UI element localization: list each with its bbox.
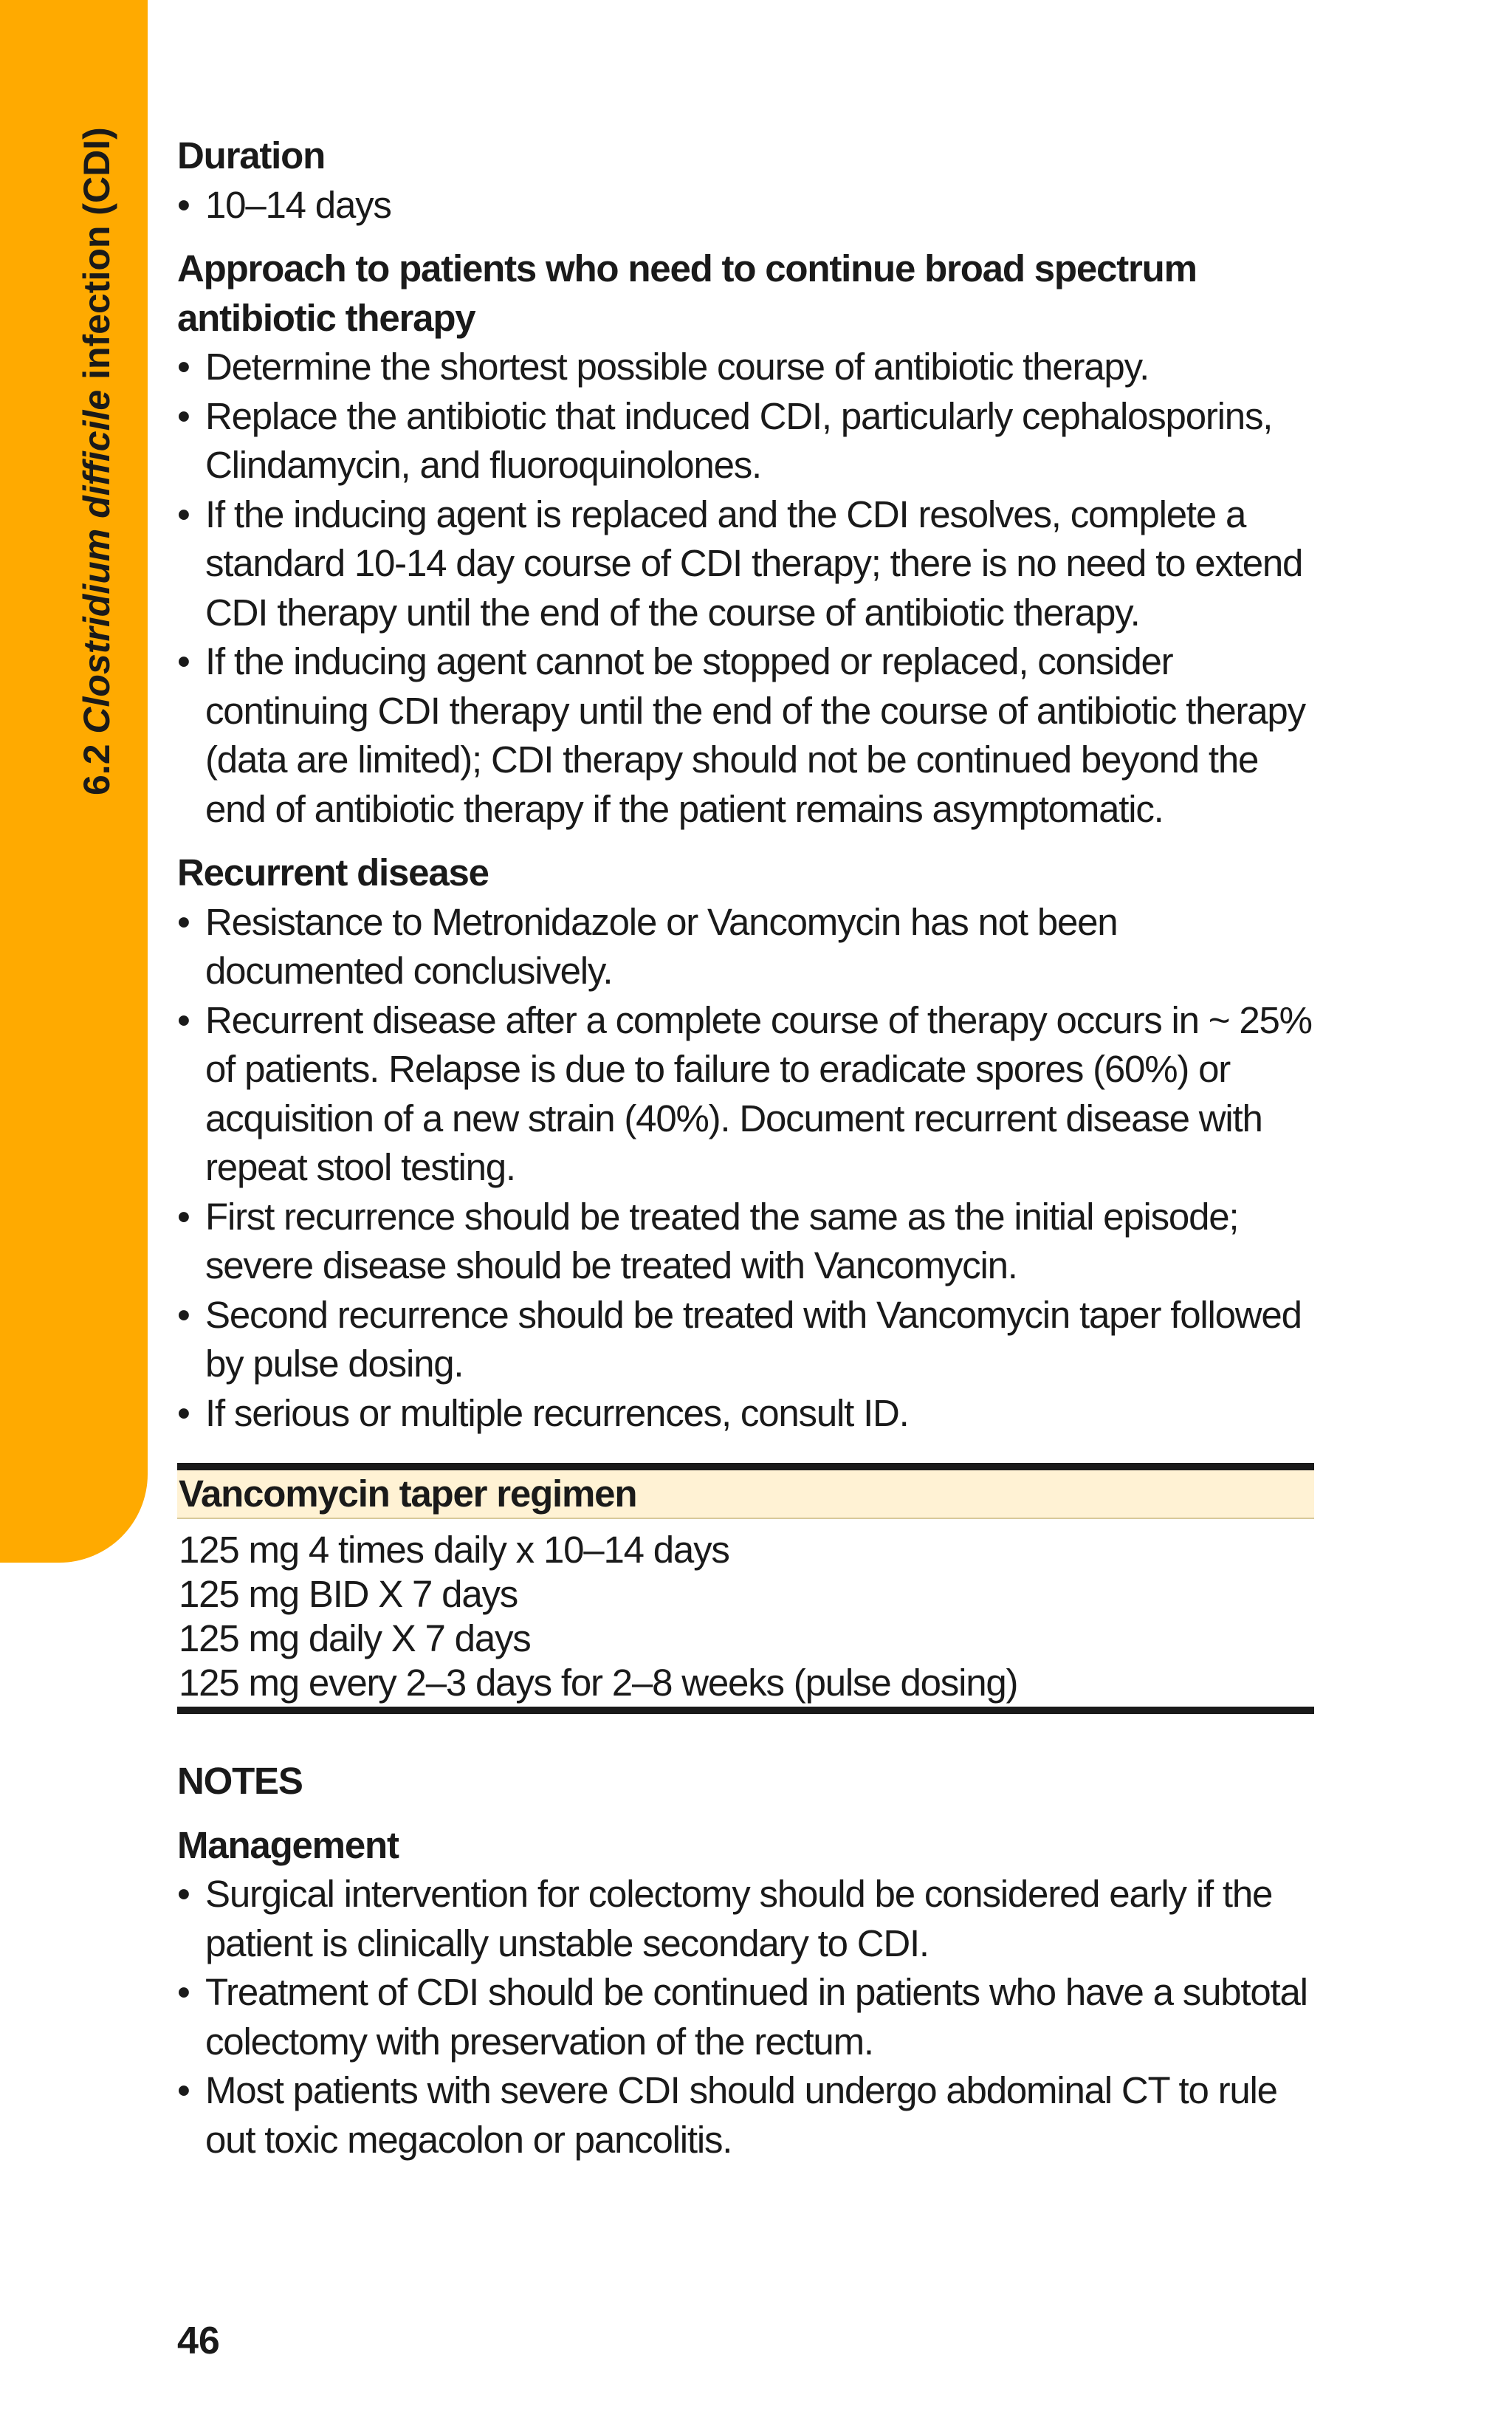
recurrent-list bbox=[177, 898, 1314, 1439]
duration-heading: Duration bbox=[177, 134, 326, 176]
section-title-organism: Clostridium difficile bbox=[76, 389, 117, 734]
management-heading: Management bbox=[177, 1823, 399, 1866]
list-item: • If the inducing agent cannot be stopped or replaced, consider continuing CDI therapy until the end of the course of antibiotic therapy (data are limited); CDI therapy should not be continued beyond the end of antibiotic therapy if the patient remains asymptomatic. bbox=[177, 637, 1314, 834]
approach-list bbox=[177, 343, 1314, 834]
approach-heading-line-2: antibiotic therapy bbox=[177, 296, 475, 339]
page-content bbox=[177, 131, 1314, 2164]
list-item: • Determine the shortest possible course of antibiotic therapy. bbox=[177, 343, 1314, 392]
taper-rows bbox=[177, 1519, 1314, 1705]
table-row: 125 mg daily X 7 days bbox=[179, 1617, 531, 1659]
section-title-prefix: 6.2 bbox=[76, 733, 117, 795]
section-title-suffix: infection (CDI) bbox=[76, 127, 117, 390]
list-item: • Resistance to Metronidazole or Vancomycin has not been documented conclusively. bbox=[177, 898, 1314, 996]
recurrent-heading: Recurrent disease bbox=[177, 851, 489, 894]
list-item: • Recurrent disease after a complete course of therapy occurs in ~ 25% of patients. Relapse is due to failure to eradicate spores (60%) or acquisition of a new strain (40%). Document recurrent disease with repeat stool testing. bbox=[177, 996, 1314, 1193]
approach-heading-line-1: Approach to patients who need to continue broad spectrum bbox=[177, 247, 1197, 289]
list-item: • Second recurrence should be treated with Vancomycin taper followed by pulse dosing. bbox=[177, 1291, 1314, 1389]
list-item: • Treatment of CDI should be continued in patients who have a subtotal colectomy with preservation of the rectum. bbox=[177, 1968, 1314, 2066]
list-item: • First recurrence should be treated the same as the initial episode; severe disease should be treated with Vancomycin. bbox=[177, 1193, 1314, 1291]
list-item: • Replace the antibiotic that induced CDI, particularly cephalosporins, Clindamycin, and fluoroquinolones. bbox=[177, 392, 1314, 490]
approach-heading bbox=[177, 244, 1314, 343]
table-row: 125 mg every 2–3 days for 2–8 weeks (pulse dosing) bbox=[179, 1662, 1018, 1704]
list-item: • Most patients with severe CDI should undergo abdominal CT to rule out toxic megacolon or pancolitis. bbox=[177, 2066, 1314, 2164]
management-list bbox=[177, 1870, 1314, 2164]
duration-list bbox=[177, 181, 1314, 230]
section-side-tab bbox=[0, 0, 148, 1563]
notes-title: NOTES bbox=[177, 1760, 303, 1802]
taper-table bbox=[177, 1463, 1314, 1714]
page-number: 46 bbox=[177, 2320, 220, 2362]
list-item: • 10–14 days bbox=[177, 181, 1314, 230]
list-item: • If serious or multiple recurrences, consult ID. bbox=[177, 1389, 1314, 1439]
taper-bottom-rule bbox=[177, 1707, 1314, 1714]
table-row: 125 mg 4 times daily x 10–14 days bbox=[179, 1529, 729, 1571]
table-row: 125 mg BID X 7 days bbox=[179, 1573, 518, 1615]
list-item: • If the inducing agent is replaced and the CDI resolves, complete a standard 10-14 day course of CDI therapy; there is no need to extend CDI therapy until the end of the course of antibiotic therapy. bbox=[177, 490, 1314, 638]
list-item: • Surgical intervention for colectomy should be considered early if the patient is clinically unstable secondary to CDI. bbox=[177, 1870, 1314, 1968]
taper-heading: Vancomycin taper regimen bbox=[177, 1470, 1314, 1519]
section-title bbox=[75, 127, 118, 795]
taper-top-rule bbox=[177, 1463, 1314, 1470]
